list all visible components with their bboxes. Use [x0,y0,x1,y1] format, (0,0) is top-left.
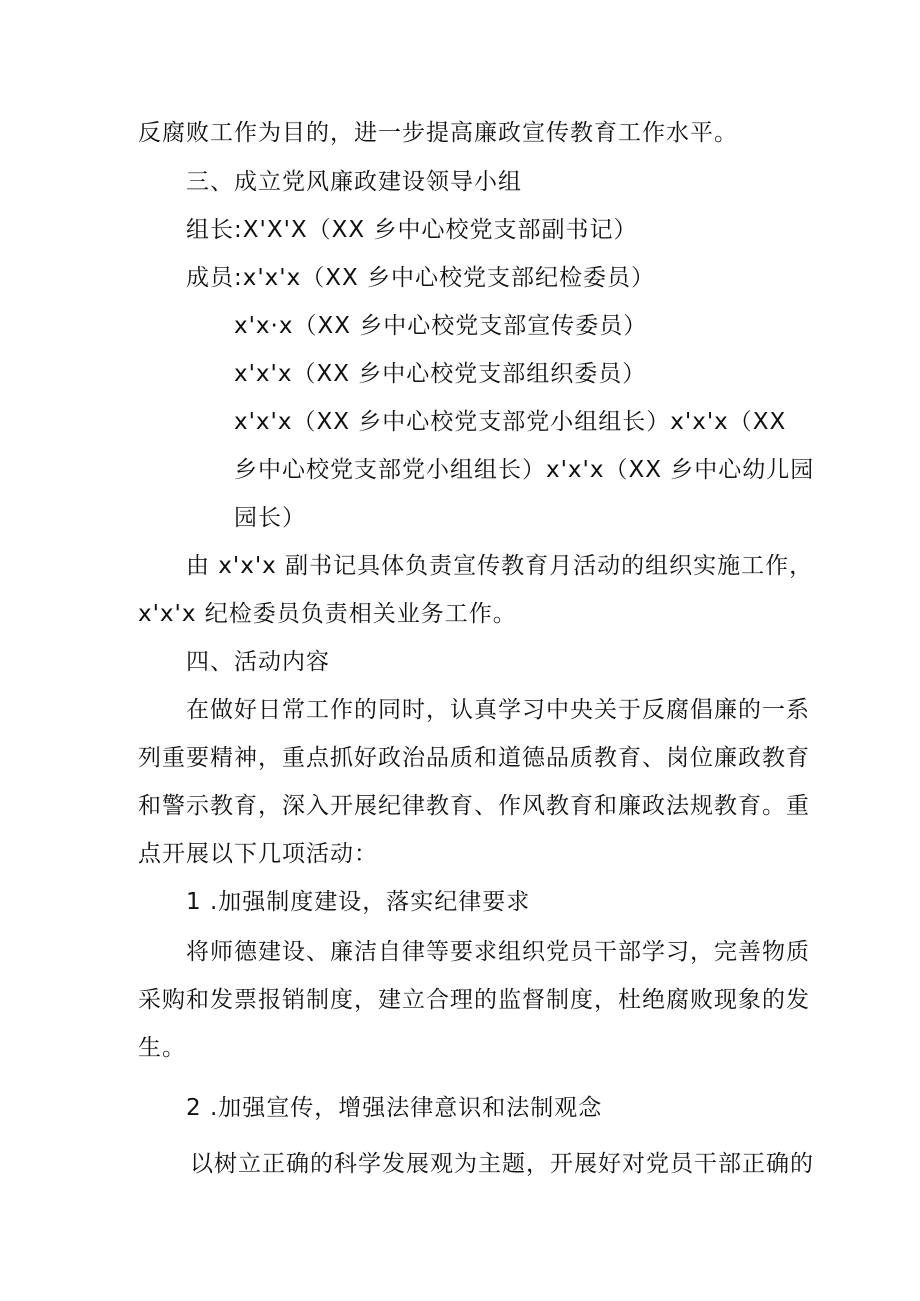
paragraph-line: 采购和发票报销制度，建立合理的监督制度，杜绝腐败现象的发 [138,987,810,1013]
paragraph-line: 反腐败工作为目的，进一步提高廉政宣传教育工作水平。 [138,120,738,146]
paragraph-line: 将师德建设、廉洁自律等要求组织党员干部学习，完善物质 [186,939,810,965]
group-member-line: 园长） [234,505,306,531]
group-member-line: x'x'x（XX 乡中心校党支部组织委员） [234,361,647,387]
section-heading-activity-content: 四、活动内容 [186,649,330,675]
group-member-line: x'x·x（XX 乡中心校党支部宣传委员） [234,313,648,339]
group-leader-line: 组长:X'X'X（XX 乡中心校党支部副书记） [186,217,638,243]
group-member-line: 成员:x'x'x（XX 乡中心校党支部纪检委员） [186,265,656,291]
group-member-line: x'x'x（XX 乡中心校党支部党小组组长）x'x'x（XX [234,409,787,435]
subheading-publicity: 2 .加强宣传，增强法律意识和法制观念 [186,1095,603,1121]
paragraph-line: x'x'x 纪检委员负责相关业务工作。 [138,601,517,627]
paragraph-line: 和警示教育，深入开展纪律教育、作风教育和廉政法规教育。重 [138,793,810,819]
paragraph-line: 以树立正确的科学发展观为主题，开展好对党员干部正确的 [190,1151,814,1177]
paragraph-line: 生。 [138,1035,186,1061]
subheading-system-construction: 1 .加强制度建设，落实纪律要求 [186,889,531,915]
paragraph-line: 在做好日常工作的同时，认真学习中央关于反腐倡廉的一系 [186,697,810,723]
section-heading-leadership-group: 三、成立党风廉政建设领导小组 [186,169,522,195]
paragraph-line: 点开展以下几项活动： [138,841,378,867]
group-member-line: 乡中心校党支部党小组组长）x'x'x（XX 乡中心幼儿园 [234,457,815,483]
paragraph-line: 列重要精神，重点抓好政治品质和道德品质教育、岗位廉政教育 [138,745,810,771]
paragraph-line: 由 x'x'x 副书记具体负责宣传教育月活动的组织实施工作， [186,553,814,579]
